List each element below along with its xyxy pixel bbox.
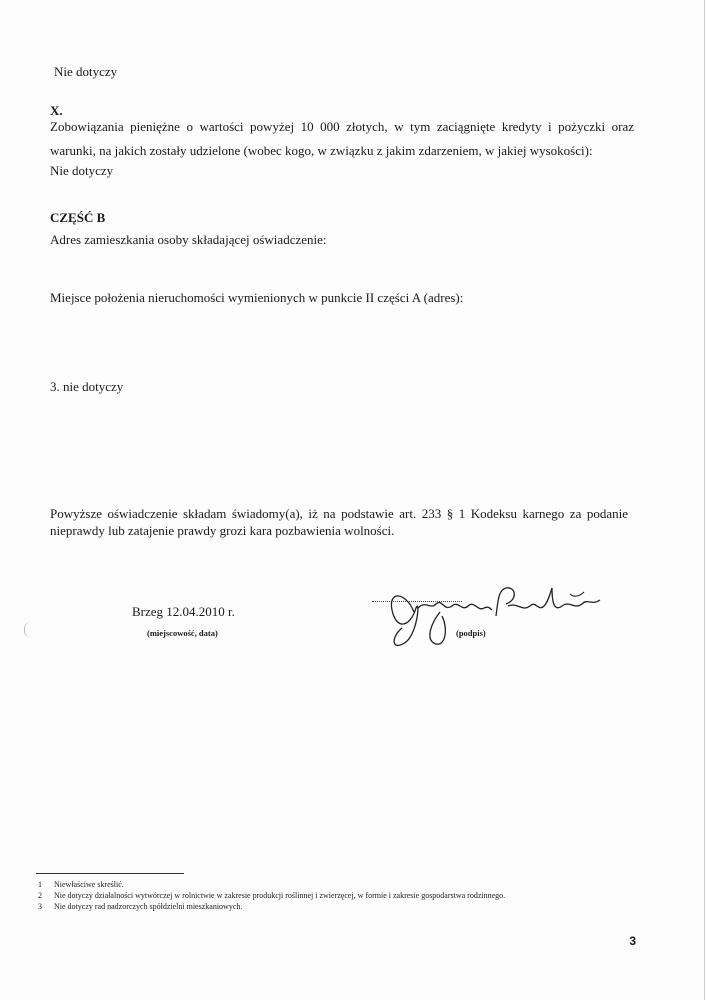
place-date: Brzeg 12.04.2010 r.: [132, 604, 235, 619]
footnote-number: 1: [38, 880, 42, 889]
declaration-text: Powyższe oświadczenie składam świadomy(a), iż na podstawie art. 233 § 1 Kodeksu karnego za podanie nieprawdy lub zatajenie prawdy grozi kara pozbawienia wolności.: [50, 506, 628, 538]
place-date-caption: (miejscowość, data): [147, 628, 218, 638]
footnote-text: Niewłaściwe skreślić.: [54, 880, 124, 889]
footnote-number: 2: [38, 891, 42, 900]
footnote: [38, 901, 242, 912]
section-x-text: Zobowiązania pieniężne o wartości powyżej 10 000 złotych, w tym zaciągnięte kredyty i pożyczki oraz warunki, na jakich zostały udzielone (wobec kogo, w związku z jakim zdarzeniem, w jakiej wysokości):: [50, 119, 634, 158]
footnote-text: Nie dotyczy rad nadzorczych spółdzielni mieszkaniowych.: [54, 902, 243, 911]
footnote-number: 3: [38, 902, 42, 911]
scan-mark: [24, 622, 31, 638]
page-edge-line: [704, 0, 705, 1000]
section-x-number: X.: [50, 103, 63, 118]
page-number: 3: [629, 934, 636, 948]
part-b-heading: CZĘŚĆ B: [50, 210, 106, 225]
footnote: [38, 890, 505, 901]
item-3-text: 3. nie dotyczy: [50, 379, 124, 394]
top-not-applicable: Nie dotyczy: [54, 64, 118, 79]
footnote: [38, 879, 124, 890]
address-label: Adres zamieszkania osoby składającej oświadczenie:: [50, 232, 327, 247]
footnote-separator: [36, 873, 184, 874]
signature-caption: (podpis): [456, 628, 486, 638]
footnote-text: Nie dotyczy działalności wytwórczej w rolnictwie w zakresie produkcji roślinnej i zwierzęcej, w formie i zakresie gospodarstwa rodzinnego.: [54, 891, 506, 900]
property-location-label: Miejsce położenia nieruchomości wymienionych w punkcie II części A (adres):: [50, 290, 464, 305]
handwritten-signature: [370, 572, 610, 652]
section-x-answer: Nie dotyczy: [50, 163, 114, 178]
